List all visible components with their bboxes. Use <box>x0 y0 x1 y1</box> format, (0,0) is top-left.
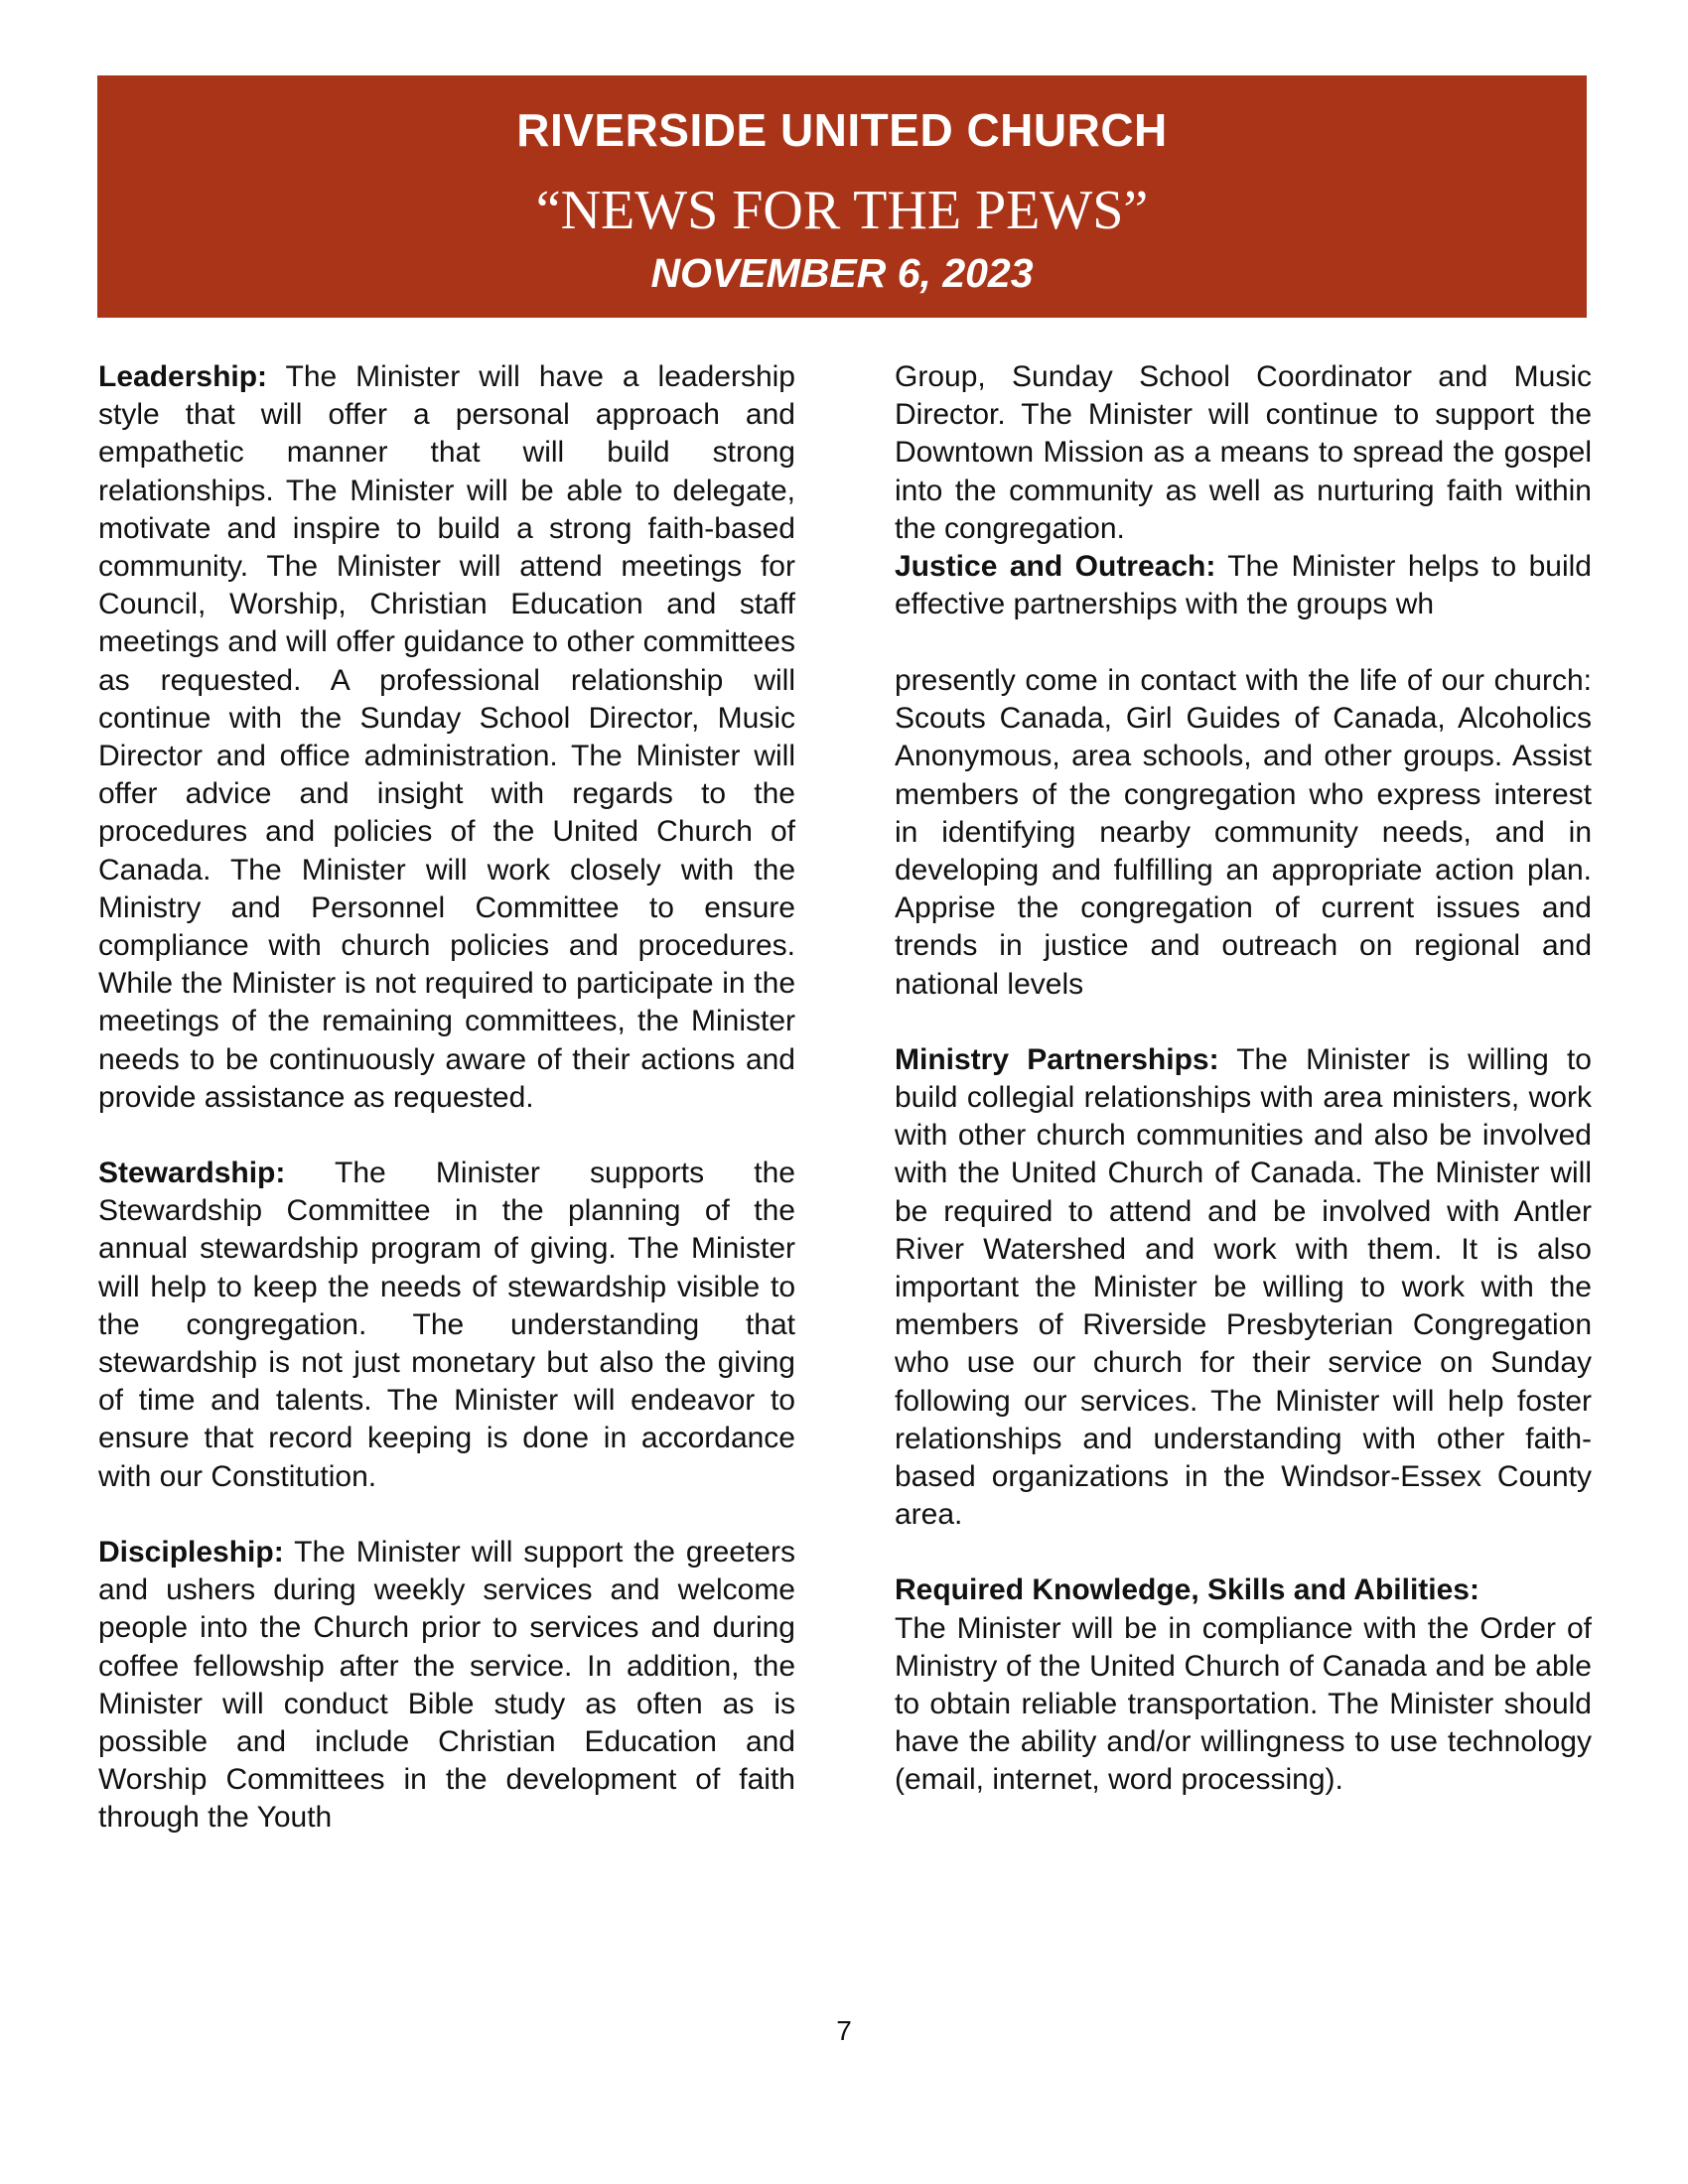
partnerships-section <box>895 1041 1592 1535</box>
leadership-section <box>98 358 795 1117</box>
justice-continued: presently come in contact with the life of our church: Scouts Canada, Girl Guides of Canada, Alcoholics Anonymous, area schools, and other groups. Assist members of the congregation who express interest in identifying nearby community needs, and in developing and fulfilling an appropriate action plan. Apprise the congregation of current issues and trends in justice and outreach on regional and national levels <box>895 664 1592 1001</box>
stewardship-text: The Minister supports the Stewardship Committee in the planning of the annual stewardship program of giving. The Minister will help to keep the needs of stewardship visible to the congregation. The understanding that stewardship is not just monetary but also the giving of time and talents. The Minister will endeavor to ensure that record keeping is done in accordance with our Constitution. <box>98 1157 795 1493</box>
discipleship-section <box>98 1534 795 1838</box>
justice-heading: Justice and Outreach: <box>895 550 1216 584</box>
church-name: RIVERSIDE UNITED CHURCH <box>516 104 1168 156</box>
stewardship-section <box>98 1155 795 1496</box>
discipleship-text: The Minister will support the greeters and ushers during weekly services and welcome people into the Church prior to services and during coffee fellowship after the service. In addition, the Minister will conduct Bible study as often as is possible and include Christian Education and Worship Committees in the development of faith through the Youth <box>98 1535 795 1835</box>
knowledge-text: The Minister will be in compliance with the Order of Ministry of the United Church of Canada and be able to obtain reliable transportation. The Minister should have the ability and/or willingness to use technology (email, internet, word processing). <box>895 1611 1592 1797</box>
knowledge-section <box>895 1571 1592 1799</box>
leadership-heading: Leadership: <box>98 360 268 393</box>
stewardship-heading: Stewardship: <box>98 1157 286 1190</box>
continuation-paragraph: Group, Sunday School Coordinator and Music Director. The Minister will continue to support the Downtown Mission as a means to spread the gospel into the community as well as nurturing faith within the congregation. <box>895 360 1592 545</box>
leadership-text: The Minister will have a leadership style that will offer a personal approach and empathetic manner that will build strong relationships. The Minister will be able to delegate, motivate and inspire to build a strong faith-based community. The Minister will attend meetings for Council, Worship, Christian Education and staff meetings and will offer guidance to other committees as requested. A professional relationship will continue with the Sunday School Director, Music Director and office administration. The Minister will offer advice and insight with regards to the procedures and policies of the United Church of Canada. The Minister will work closely with the Ministry and Personnel Committee to ensure compliance with church policies and procedures. While the Minister is not required to participate in the meetings of the remaining committees, the Minister needs to be continuously aware of their actions and provide assistance as requested. <box>98 360 795 1114</box>
page-number: 7 <box>836 2015 852 2046</box>
partnerships-heading: Ministry Partnerships: <box>895 1042 1219 1076</box>
left-column <box>98 358 795 1838</box>
partnerships-text: The Minister is willing to build collegial relationships with area ministers, work with other church communities and also be involved with the United Church of Canada. The Minister will be required to attend and be involved with Antler River Watershed and work with them. It is also important the Minister be willing to work with the members of Riverside Presbyterian Congregation who use our church for their service on Sunday following our services. The Minister will help foster relationships and understanding with other faith-based organizations in the Windsor-Essex County area. <box>895 1042 1592 1532</box>
discipleship-heading: Discipleship: <box>98 1535 284 1569</box>
justice-section <box>895 548 1592 623</box>
newsletter-title: “NEWS FOR THE PEWS” <box>535 180 1149 241</box>
right-column-top <box>895 358 1592 623</box>
justice-text: The Minister helps to build effective partnerships with the groups wh <box>895 550 1592 621</box>
issue-date: NOVEMBER 6, 2023 <box>650 250 1034 296</box>
knowledge-heading: Required Knowledge, Skills and Abilities: <box>895 1573 1479 1607</box>
header-banner <box>97 75 1587 318</box>
right-column-bottom <box>895 662 1592 1800</box>
